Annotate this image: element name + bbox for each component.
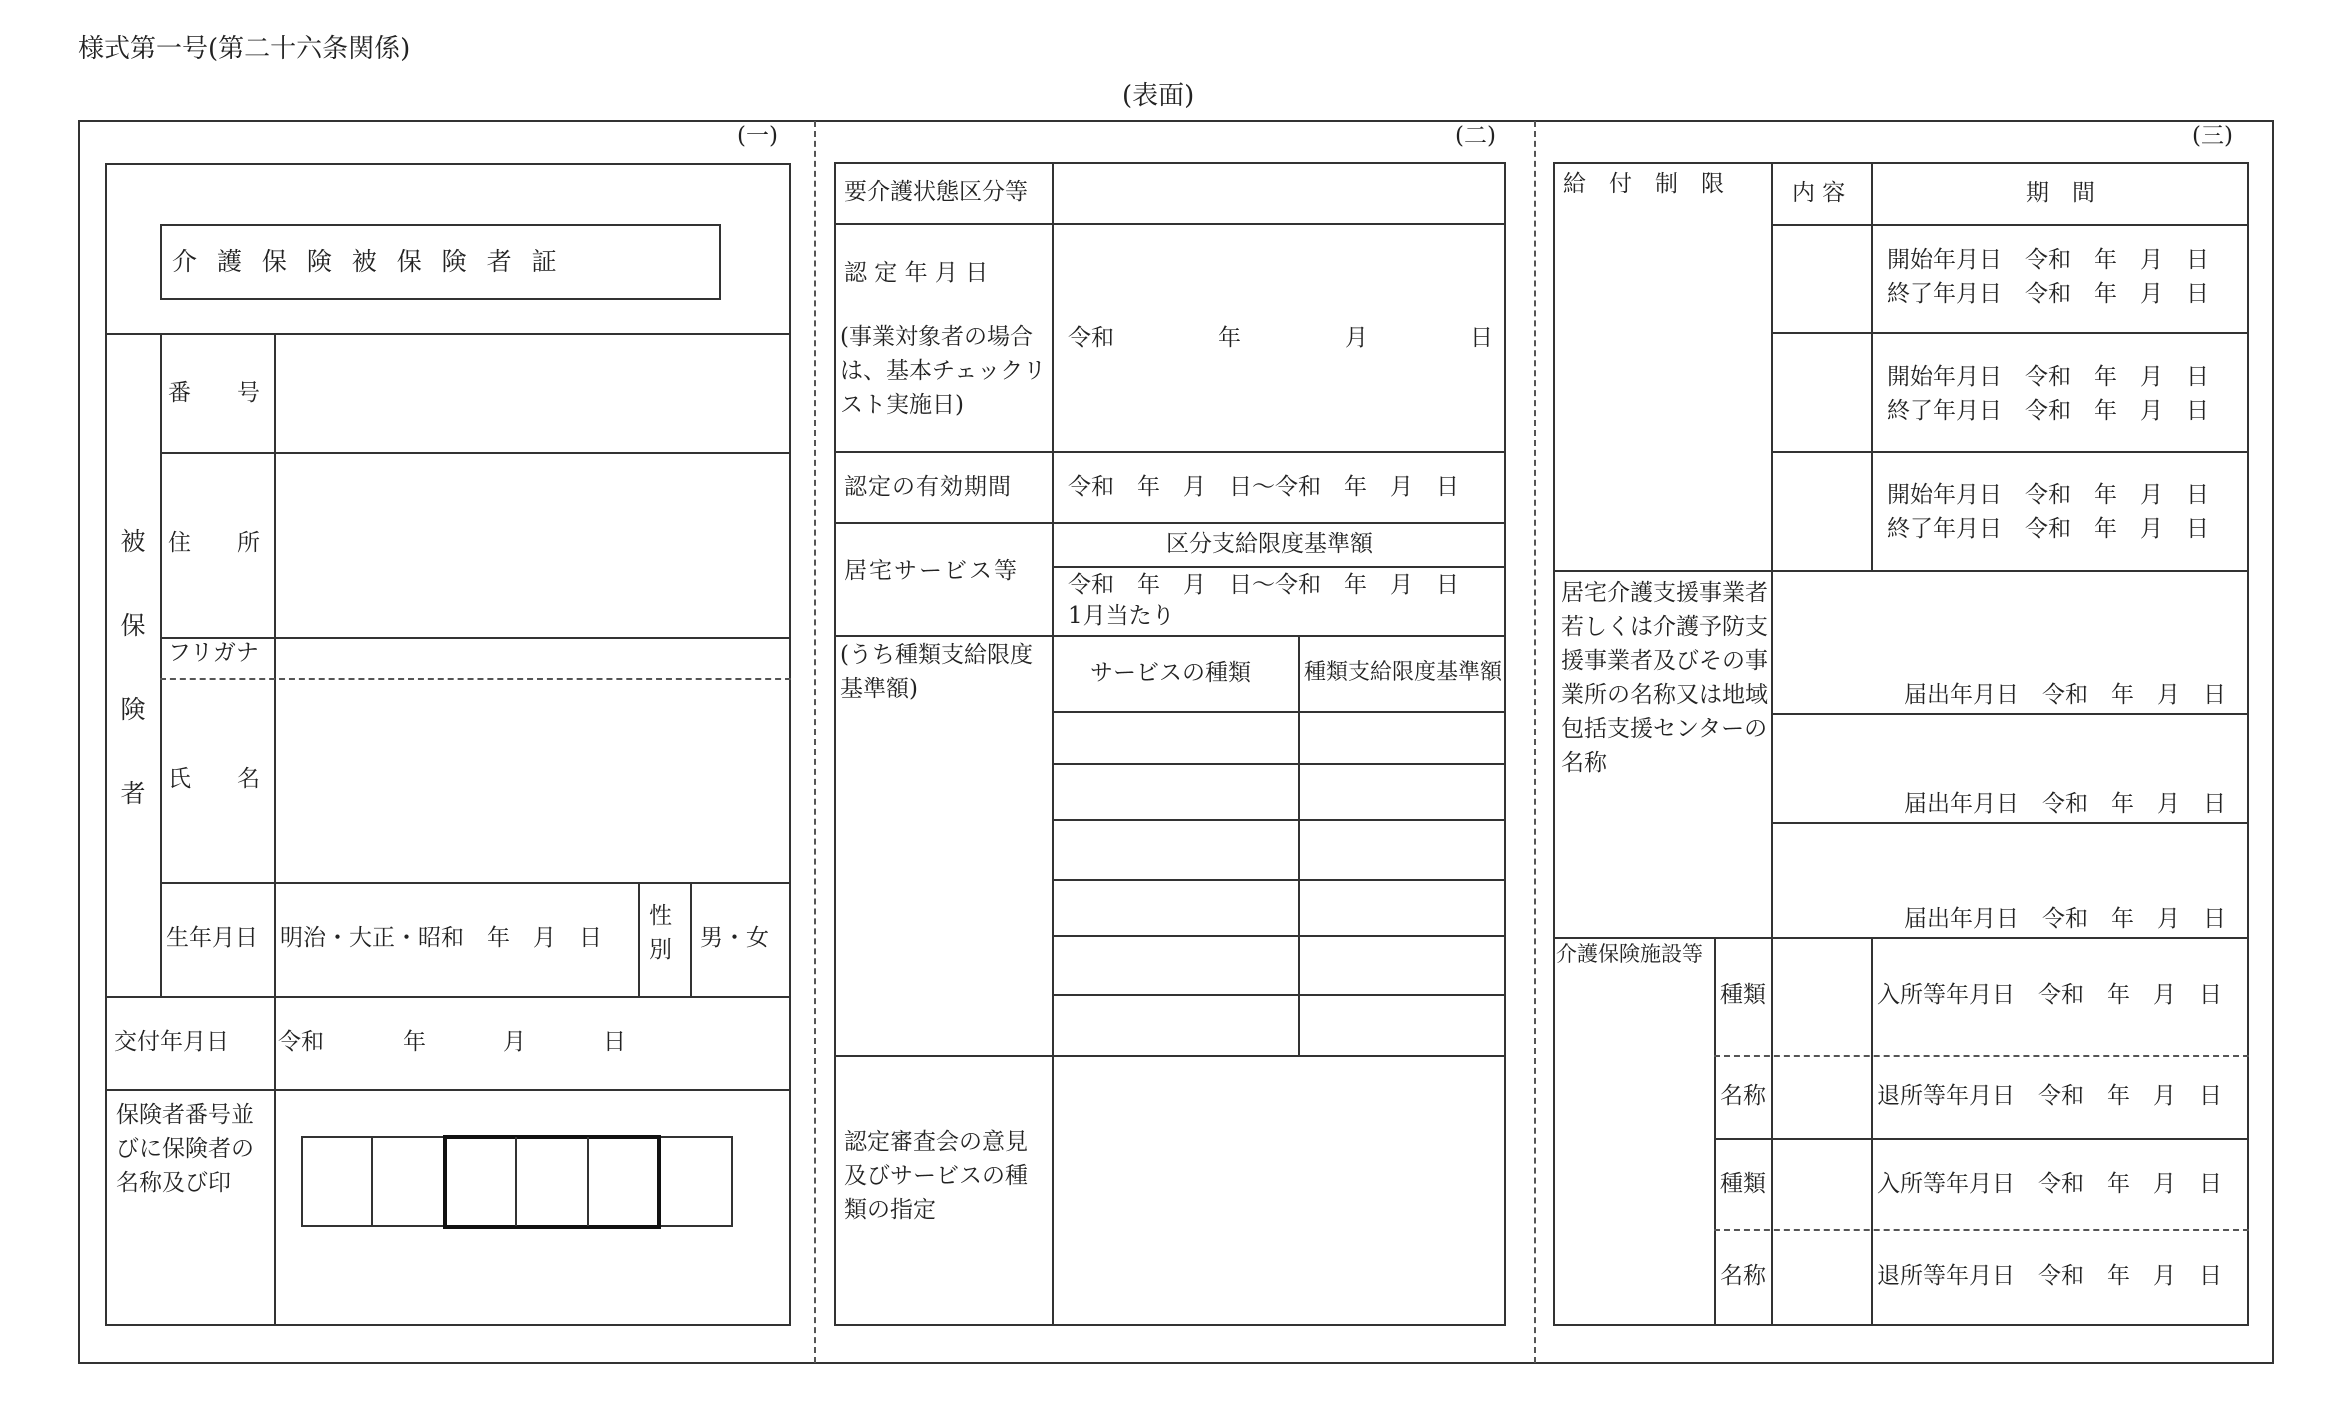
insurer-number-cell[interactable] bbox=[301, 1136, 373, 1227]
line bbox=[834, 1055, 1506, 1057]
line bbox=[1771, 332, 2249, 334]
name-label-2: 名称 bbox=[1720, 1263, 1766, 1289]
line bbox=[1714, 937, 1716, 1325]
start-date-3: 開始年月日 令和 年 月 日 bbox=[1887, 482, 2209, 508]
notify-date-2: 届出年月日 令和 年 月 日 bbox=[1904, 791, 2226, 817]
cert-date-note: (事業対象者の場合は、基本チェックリスト実施日) bbox=[840, 324, 1047, 418]
period-header: 期 間 bbox=[2026, 180, 2095, 206]
admit-date-1: 入所等年月日 令和 年 月 日 bbox=[1877, 982, 2222, 1008]
insurer-label: 保険者番号並びに保険者の名称及び印 bbox=[116, 1102, 254, 1196]
facility-label: 介護保険施設等 bbox=[1556, 942, 1703, 966]
line bbox=[1052, 711, 1506, 713]
line bbox=[1714, 1229, 2249, 1231]
line bbox=[160, 637, 791, 639]
discharge-date-2: 退所等年月日 令和 年 月 日 bbox=[1877, 1263, 2222, 1289]
notify-date-1: 届出年月日 令和 年 月 日 bbox=[1904, 682, 2226, 708]
content-header: 内 容 bbox=[1792, 180, 1846, 206]
limit-period: 令和 年 月 日〜令和 年 月 日 bbox=[1068, 572, 1459, 598]
line bbox=[1771, 713, 2249, 715]
line bbox=[834, 223, 1506, 225]
issue-reiwa: 令和 bbox=[278, 1029, 324, 1055]
insurer-number-thick-box bbox=[443, 1135, 661, 1229]
line bbox=[834, 522, 1506, 524]
discharge-date-1: 退所等年月日 令和 年 月 日 bbox=[1877, 1083, 2222, 1109]
support-office-label: 居宅介護支援事業者若しくは介護予防支援事業者及びその事業所の名称又は地域包括支援センターの名称 bbox=[1561, 580, 1768, 776]
birth-label: 生年月日 bbox=[166, 925, 258, 951]
sex-label: 性別 bbox=[649, 903, 672, 963]
start-date-2: 開始年月日 令和 年 月 日 bbox=[1887, 364, 2209, 390]
name-label-1: 名称 bbox=[1720, 1083, 1766, 1109]
line bbox=[834, 635, 1506, 637]
line bbox=[1714, 1055, 2249, 1057]
issue-day: 日 bbox=[603, 1029, 626, 1055]
insured-label: 被保険者 bbox=[120, 527, 146, 808]
line bbox=[1052, 994, 1506, 996]
valid-label: 認定の有効期間 bbox=[844, 474, 1012, 500]
line bbox=[1052, 935, 1506, 937]
cert-date-label: 認 定 年 月 日 bbox=[844, 260, 989, 286]
panel-divider-2 bbox=[1534, 121, 1536, 1363]
line bbox=[160, 882, 791, 884]
line bbox=[1771, 570, 1773, 938]
insurer-number-cell[interactable] bbox=[371, 1136, 445, 1227]
line bbox=[1052, 879, 1506, 881]
bango-label: 番 号 bbox=[168, 380, 260, 406]
cert-reiwa: 令和 bbox=[1068, 325, 1114, 351]
panel-3-number: (三) bbox=[2192, 123, 2233, 149]
jusho-label: 住 所 bbox=[168, 530, 260, 556]
line bbox=[1714, 1138, 2249, 1140]
line bbox=[105, 996, 791, 998]
benefit-limit-label: 給 付 制 限 bbox=[1563, 171, 1724, 197]
opinion-label: 認定審査会の意見及びサービスの種類の指定 bbox=[844, 1129, 1028, 1223]
line bbox=[1771, 937, 1773, 1325]
limit-label: 区分支給限度基準額 bbox=[1166, 531, 1373, 557]
line bbox=[1298, 635, 1300, 1055]
issue-label: 交付年月日 bbox=[114, 1029, 229, 1055]
line bbox=[515, 1137, 517, 1226]
care-level-label: 要介護状態区分等 bbox=[844, 179, 1028, 205]
form-title: 様式第一号(第二十六条関係) bbox=[78, 34, 411, 64]
kind-label-1: 種類 bbox=[1720, 982, 1766, 1008]
birth-value: 明治・大正・昭和 年 月 日 bbox=[280, 925, 602, 951]
line bbox=[690, 882, 692, 996]
kind-limit-label: (うち種類支給限度基準額) bbox=[840, 642, 1033, 702]
line bbox=[1052, 763, 1506, 765]
line bbox=[1871, 937, 1873, 1325]
line bbox=[638, 882, 640, 996]
cert-day: 日 bbox=[1470, 325, 1493, 351]
line bbox=[160, 678, 791, 680]
end-date-3: 終了年月日 令和 年 月 日 bbox=[1887, 516, 2209, 542]
per-month: 1月当たり bbox=[1068, 603, 1175, 629]
cert-month: 月 bbox=[1345, 325, 1368, 351]
insurer-number-cell[interactable] bbox=[659, 1136, 733, 1227]
admit-date-2: 入所等年月日 令和 年 月 日 bbox=[1877, 1171, 2222, 1197]
line bbox=[105, 1089, 791, 1091]
notify-date-3: 届出年月日 令和 年 月 日 bbox=[1904, 906, 2226, 932]
issue-month: 月 bbox=[503, 1029, 526, 1055]
line bbox=[1771, 224, 2249, 226]
panel-2-number: (二) bbox=[1455, 123, 1496, 149]
line bbox=[1553, 937, 2249, 939]
shimei-label: 氏 名 bbox=[168, 766, 260, 792]
kind-amount-header: 種類支給限度基準額 bbox=[1304, 660, 1503, 685]
line bbox=[1052, 566, 1506, 568]
furigana-label: フリガナ bbox=[168, 640, 259, 666]
line bbox=[274, 333, 276, 1325]
line bbox=[1052, 162, 1054, 1325]
line bbox=[834, 451, 1506, 453]
line bbox=[1771, 822, 2249, 824]
panel-divider-1 bbox=[814, 121, 816, 1363]
panel-1-number: (一) bbox=[737, 123, 778, 149]
line bbox=[160, 452, 791, 454]
line bbox=[1771, 451, 2249, 453]
kind-label-2: 種類 bbox=[1720, 1171, 1766, 1197]
end-date-1: 終了年月日 令和 年 月 日 bbox=[1887, 281, 2209, 307]
end-date-2: 終了年月日 令和 年 月 日 bbox=[1887, 398, 2209, 424]
line bbox=[105, 333, 791, 335]
start-date-1: 開始年月日 令和 年 月 日 bbox=[1887, 247, 2209, 273]
card-title: 介 護 保 険 被 保 険 者 証 bbox=[172, 247, 563, 276]
line bbox=[1553, 570, 2249, 572]
issue-year: 年 bbox=[403, 1029, 426, 1055]
valid-value: 令和 年 月 日〜令和 年 月 日 bbox=[1068, 474, 1459, 500]
home-service-label: 居宅サービス等 bbox=[844, 558, 1019, 584]
cert-year: 年 bbox=[1218, 325, 1241, 351]
line bbox=[160, 333, 162, 996]
side-label: (表面) bbox=[1122, 81, 1195, 111]
sex-value: 男・女 bbox=[700, 925, 769, 951]
line bbox=[1052, 819, 1506, 821]
service-kind-header: サービスの種類 bbox=[1090, 660, 1251, 686]
line bbox=[587, 1137, 589, 1226]
